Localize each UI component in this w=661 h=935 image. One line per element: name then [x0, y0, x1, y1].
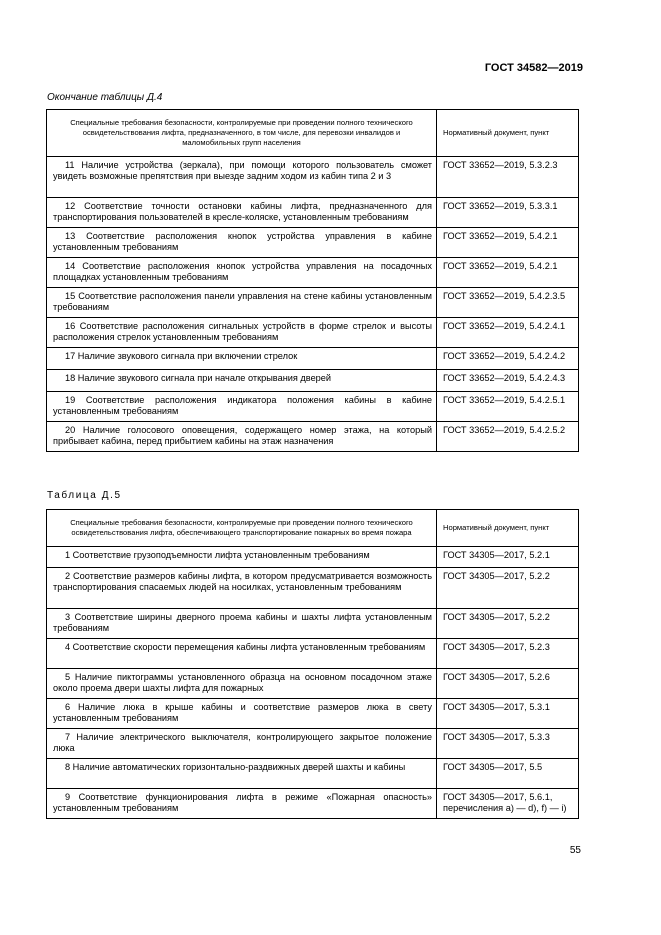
document-cell: ГОСТ 34305—2017, 5.3.1 [437, 699, 579, 729]
requirement-cell: 6 Наличие люка в крыше кабины и соответствие размеров люка в свету установленным требованиям [47, 699, 437, 729]
table-row [47, 609, 579, 639]
requirement-cell: 19 Соответствие расположения индикатора положения кабины в кабине установленным требованиям [47, 392, 437, 422]
table-row [47, 318, 579, 348]
table-row [47, 348, 579, 370]
table-d4-continuation [46, 109, 579, 452]
document-cell: ГОСТ 33652—2019, 5.4.2.5.2 [437, 422, 579, 452]
document-cell: ГОСТ 34305—2017, 5.3.3 [437, 729, 579, 759]
document-standard-header: ГОСТ 34582—2019 [484, 62, 583, 74]
requirement-cell: 4 Соответствие скорости перемещения кабины лифта установленным требованиям [47, 639, 437, 669]
table-row [47, 639, 579, 669]
requirement-cell: 14 Соответствие расположения кнопок устройства управления на посадочных площадках установленным требованиям [47, 258, 437, 288]
document-cell: ГОСТ 33652—2019, 5.4.2.5.1 [437, 392, 579, 422]
table-row [47, 228, 579, 258]
requirement-cell: 3 Соответствие ширины дверного проема кабины и шахты лифта установленным требованиям [47, 609, 437, 639]
document-cell: ГОСТ 34305—2017, 5.2.6 [437, 669, 579, 699]
table-row [47, 547, 579, 568]
document-cell: ГОСТ 33652—2019, 5.4.2.1 [437, 258, 579, 288]
document-cell: ГОСТ 33652—2019, 5.4.2.4.1 [437, 318, 579, 348]
requirement-cell: 7 Наличие электрического выключателя, контролирующего закрытое положение люка [47, 729, 437, 759]
table-row [47, 699, 579, 729]
table-row [47, 392, 579, 422]
document-cell: ГОСТ 33652—2019, 5.4.2.3.5 [437, 288, 579, 318]
requirement-cell: 2 Соответствие размеров кабины лифта, в котором предусматривается возможность транспортирования спасаемых людей на носилках, установленным требованиям [47, 568, 437, 609]
table-row [47, 370, 579, 392]
requirement-cell: 18 Наличие звукового сигнала при начале открывания дверей [47, 370, 437, 392]
requirement-cell: 15 Соответствие расположения панели управления на стене кабины установленным требованиям [47, 288, 437, 318]
table-row [47, 669, 579, 699]
document-cell: ГОСТ 34305—2017, 5.2.2 [437, 568, 579, 609]
table-row [47, 157, 579, 198]
document-cell: ГОСТ 33652—2019, 5.3.3.1 [437, 198, 579, 228]
requirement-cell: 12 Соответствие точности остановки кабины лифта, предназначенного для транспортирования пользователей в кресле-коляске, установленным требованиям [47, 198, 437, 228]
document-cell: ГОСТ 34305—2017, 5.2.1 [437, 547, 579, 568]
document-cell: ГОСТ 34305—2017, 5.2.2 [437, 609, 579, 639]
page-number: 55 [569, 845, 581, 856]
requirement-cell: 5 Наличие пиктограммы установленного образца на основном посадочном этаже около проема двери шахты лифта для пожарных [47, 669, 437, 699]
requirement-cell: 8 Наличие автоматических горизонтально-раздвижных дверей шахты и кабины [47, 759, 437, 789]
table-row [47, 288, 579, 318]
table2-caption: Таблица Д.5 [47, 490, 122, 501]
requirement-cell: 20 Наличие голосового оповещения, содержащего номер этажа, на который прибывает кабина, перед прибытием кабины на этаж назначения [47, 422, 437, 452]
table-d5 [46, 509, 579, 819]
requirement-cell: 13 Соответствие расположения кнопок устройства управления в кабине установленным требованиям [47, 228, 437, 258]
requirement-cell: 16 Соответствие расположения сигнальных устройств в форме стрелок и высоты расположения стрелок установленным требованиям [47, 318, 437, 348]
table-row [47, 759, 579, 789]
column-header-document: Нормативный документ, пункт [437, 510, 579, 547]
column-header-requirements: Специальные требования безопасности, контролируемые при проведении полного технического освидетельствования лифта, обеспечивающего транспортирование пожарных во время пожара [47, 510, 437, 547]
table-row [47, 258, 579, 288]
document-cell: ГОСТ 33652—2019, 5.4.2.1 [437, 228, 579, 258]
requirement-cell: 9 Соответствие функционирования лифта в режиме «Пожарная опасность» установленным требованиям [47, 789, 437, 819]
document-cell: ГОСТ 33652—2019, 5.4.2.4.2 [437, 348, 579, 370]
requirement-cell: 1 Соответствие грузоподъемности лифта установленным требованиям [47, 547, 437, 568]
document-cell: ГОСТ 33652—2019, 5.3.2.3 [437, 157, 579, 198]
document-cell: ГОСТ 34305—2017, 5.6.1, перечисления а) — d), f) — i) [437, 789, 579, 819]
requirement-cell: 17 Наличие звукового сигнала при включении стрелок [47, 348, 437, 370]
column-header-document: Нормативный документ, пункт [437, 110, 579, 157]
table-row [47, 568, 579, 609]
table1-caption: Окончание таблицы Д.4 [47, 92, 163, 103]
document-cell: ГОСТ 34305—2017, 5.5 [437, 759, 579, 789]
document-cell: ГОСТ 34305—2017, 5.2.3 [437, 639, 579, 669]
table-row [47, 729, 579, 759]
table-row [47, 198, 579, 228]
document-cell: ГОСТ 33652—2019, 5.4.2.4.3 [437, 370, 579, 392]
table-row [47, 422, 579, 452]
requirement-cell: 11 Наличие устройства (зеркала), при помощи которого пользователь сможет увидеть возможные препятствия при выезде задним ходом из кабин типа 2 и 3 [47, 157, 437, 198]
column-header-requirements: Специальные требования безопасности, контролируемые при проведении полного технического освидетельствования лифта, предназначенного, в том числе, для перевозки инвалидов и маломобильных групп населения [47, 110, 437, 157]
table-row [47, 789, 579, 819]
